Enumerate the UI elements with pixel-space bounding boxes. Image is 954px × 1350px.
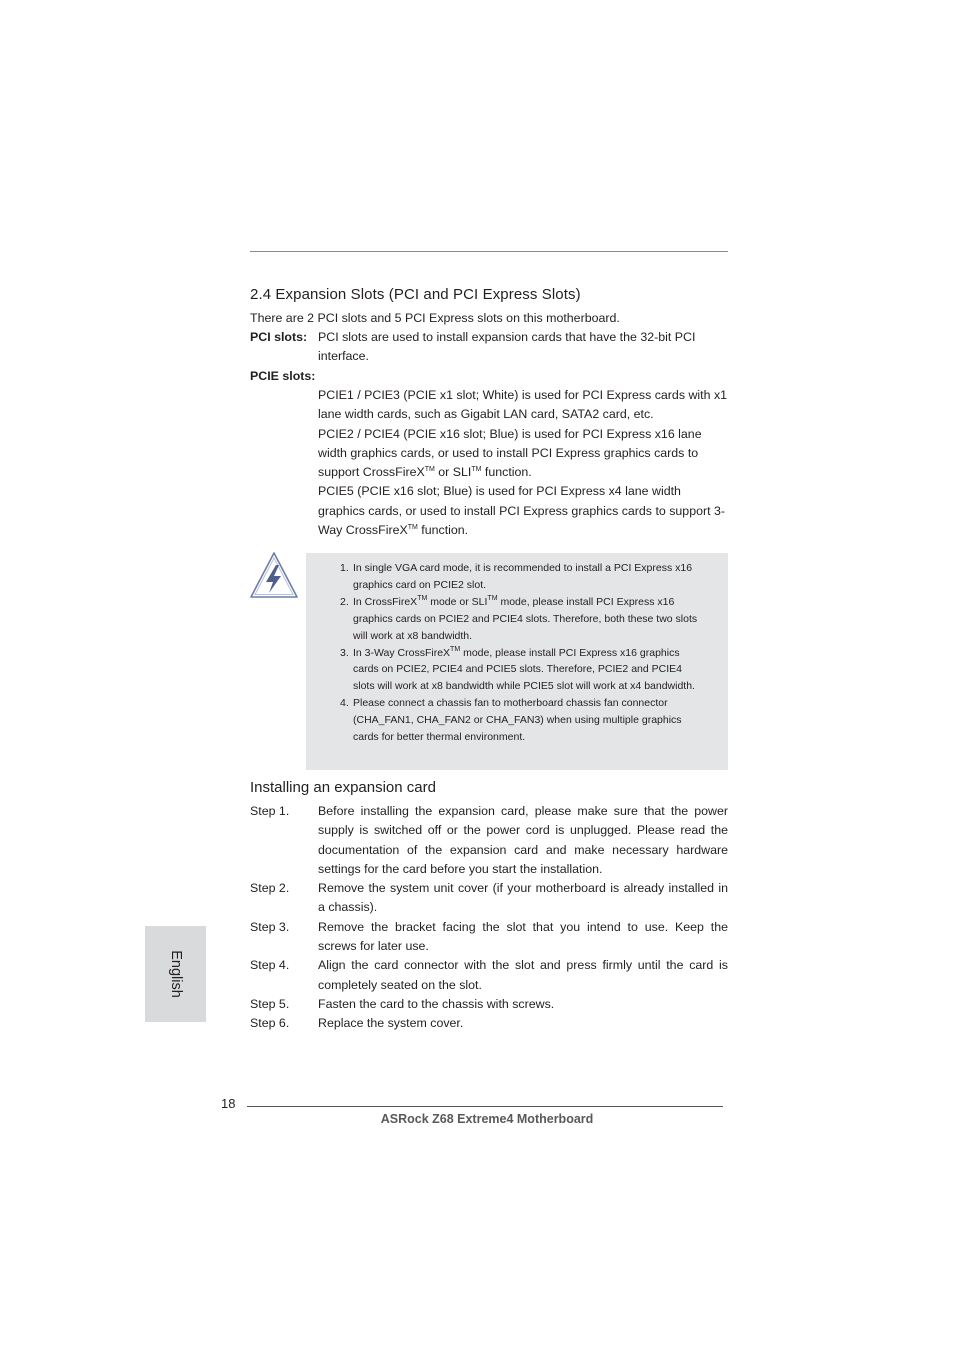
- step-item: [250, 918, 728, 957]
- note-item: 1. In single VGA card mode, it is recommended to install a PCI Express x16 graphics card on PCIE2 slot.: [340, 562, 693, 591]
- step-label: Step 1.: [250, 804, 290, 818]
- step-label: Step 3.: [250, 919, 290, 934]
- step-item: [250, 956, 728, 995]
- note-item: 2. In CrossFireX™ mode or SLI™ mode, please install PCI Express x16 graphics cards on PCIE2 and PCIE4 slots. Therefore, both these two slots will work at x8 bandwidth.: [340, 594, 698, 642]
- section-intro: There are 2 PCI slots and 5 PCI Express slots on this motherboard.: [250, 311, 620, 325]
- step-text: Before installing the expansion card, please make sure that the power supply is switched off or the power cord is unplugged. Please read the documentation of the expansion card and make necessary hardware settings for the card before you start the installation.: [318, 804, 728, 876]
- step-text: Fasten the card to the chassis with screws.: [318, 996, 555, 1011]
- step-item: [250, 802, 728, 879]
- step-text: Replace the system cover.: [318, 1016, 464, 1031]
- note-item: 4. Please connect a chassis fan to motherboard chassis fan connector (CHA_FAN1, CHA_FAN2 or CHA_FAN3) when using multiple graphics cards for better thermal environment.: [340, 697, 682, 744]
- pcie1-description: PCIE1 / PCIE3 (PCIE x1 slot; White) is used for PCI Express cards with x1 lane width cards, such as Gigabit LAN card, SATA2 card, etc.: [318, 388, 728, 422]
- step-item: [250, 1014, 728, 1033]
- step-item: [250, 995, 728, 1014]
- step-label: Step 4.: [250, 958, 290, 973]
- page-number: 18: [221, 1096, 236, 1111]
- language-tab: [145, 926, 206, 1022]
- pcie2-description: PCIE2 / PCIE4 (PCIE x16 slot; Blue) is used for PCI Express x16 lane width graphics cards, or used to install PCI Express graphics cards to support CrossFireX™ or SLI™ function.: [318, 426, 702, 480]
- language-tab-label: English: [167, 950, 184, 998]
- footer-rule: [247, 1106, 723, 1107]
- step-text: Align the card connector with the slot and press firmly until the card is completely seated on the slot.: [318, 958, 728, 992]
- header-rule: [250, 251, 728, 252]
- pcie-slots-description: [250, 386, 728, 540]
- step-item: [250, 879, 728, 918]
- footer-product-name: ASRock Z68 Extreme4 Motherboard: [380, 1112, 594, 1126]
- pcie5-description: PCIE5 (PCIE x16 slot; Blue) is used for PCI Express x4 lane width graphics cards, or used to install PCI Express graphics cards to support 3-Way CrossFireX™ function.: [318, 484, 726, 538]
- step-label: Step 2.: [250, 881, 290, 896]
- pci-slots-label: PCI slots:: [250, 330, 308, 344]
- step-label: Step 6.: [250, 1016, 290, 1031]
- install-title: Installing an expansion card: [250, 779, 436, 796]
- note-item: 3. In 3-Way CrossFireX™ mode, please install PCI Express x16 graphics cards on PCIE2, PCIE4 and PCIE5 slots. Therefore, PCIE2 and PCIE4 slots will work at x8 bandwidth while PCIE5 slot will work at x4 bandwidth.: [340, 645, 695, 693]
- install-steps: [250, 802, 728, 1034]
- step-label: Step 5.: [250, 996, 290, 1011]
- pcie-slots-label: PCIE slots:: [250, 369, 316, 383]
- warning-triangle-icon: [249, 551, 299, 599]
- step-text: Remove the bracket facing the slot that you intend to use. Keep the screws for later use.: [318, 919, 728, 954]
- notes-box: [306, 553, 728, 770]
- step-text: Remove the system unit cover (if your motherboard is already installed in a chassis).: [318, 881, 728, 915]
- pci-slots-row: [250, 328, 728, 367]
- section-title: 2.4 Expansion Slots (PCI and PCI Express Slots): [250, 286, 581, 303]
- pci-slots-text: PCI slots are used to install expansion cards that have the 32-bit PCI interface.: [318, 330, 696, 364]
